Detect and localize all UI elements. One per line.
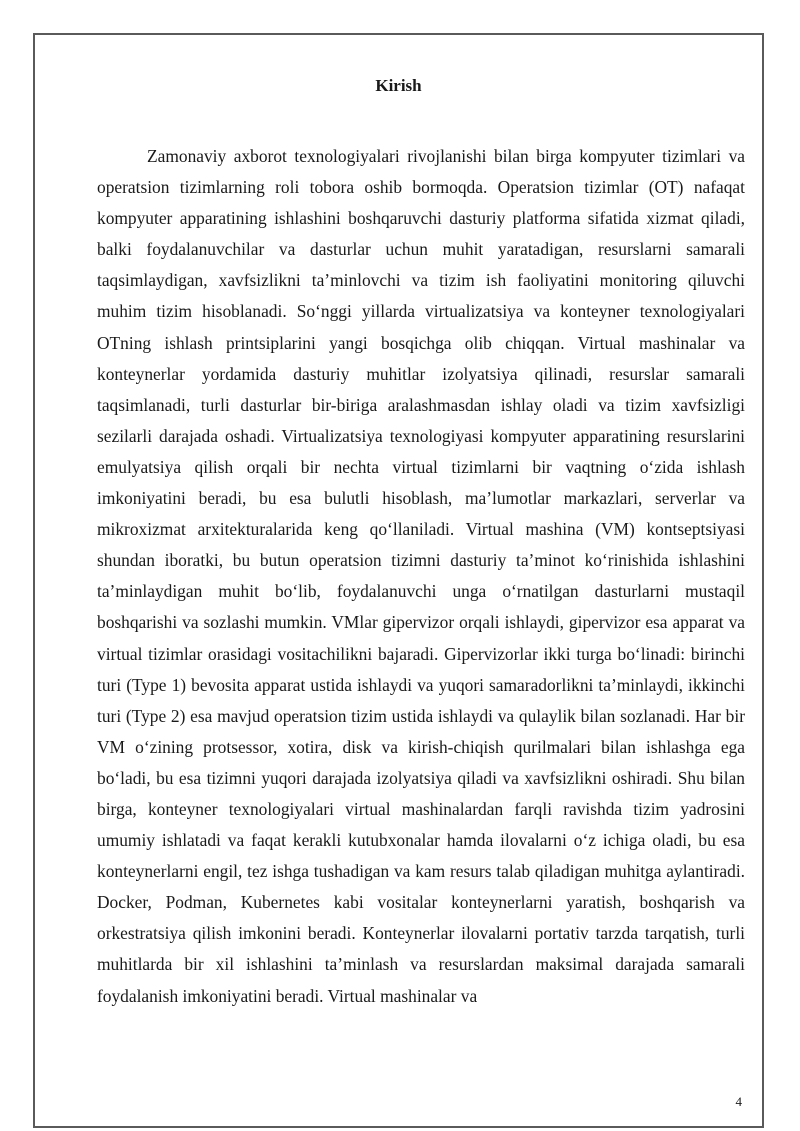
body-text [97, 141, 745, 1012]
body-paragraph: Zamonaviy axborot texnologiyalari rivojlanishi bilan birga kompyuter tizimlari va operatsion tizimlarning roli tobora oshib bormoqda. Operatsion tizimlar (OT) nafaqat kompyuter apparatining ishlashini boshqaruvchi dasturiy platforma sifatida xizmat qiladi, balki foydalanuvchilar va dasturlar uchun muhit yaratadigan, resurslarni samarali taqsimlaydigan, xavfsizlikni ta’minlovchi va tizim ish faoliyatini monitoring qiluvchi muhim tizim hisoblanadi. So‘nggi yillarda virtualizatsiya va konteyner texnologiyalari OTning ishlash printsiplarini yangi bosqichga olib chiqqan. Virtual mashinalar va konteynerlar yordamida dasturiy muhitlar izolyatsiya qilinadi, resurslar samarali taqsimlanadi, turli dasturlar bir-biriga aralashmasdan ishlay oladi va tizim xavfsizligi sezilarli darajada oshadi. Virtualizatsiya texnologiyasi kompyuter apparatining resurslarini emulyatsiya qilish orqali bir nechta virtual tizimlarni bir vaqtning o‘zida ishlash imkoniyatini beradi, bu esa bulutli hisoblash, ma’lumotlar markazlari, serverlar va mikroxizmat arxitekturalarida keng qo‘llaniladi. Virtual mashina (VM) kontseptsiyasi shundan iboratki, bu butun operatsion tizimni dasturiy ta’minot ko‘rinishida ishlashini ta’minlaydigan muhit bo‘lib, foydalanuvchi unga o‘rnatilgan dasturlarni mustaqil boshqarishi va sozlashi mumkin. VMlar gipervizor orqali ishlaydi, gipervizor esa apparat va virtual tizimlar orasidagi vositachilikni bajaradi. Gipervizorlar ikki turga bo‘linadi: birinchi turi (Type 1) bevosita apparat ustida ishlaydi va yuqori samaradorlikni ta’minlaydi, ikkinchi turi (Type 2) esa mavjud operatsion tizim ustida ishlaydi va qulaylik bilan sozlanadi. Har bir VM o‘zining protsessor, xotira, disk va kirish-chiqish qurilmalari bilan ishlashga ega bo‘ladi, bu esa tizimni yuqori darajada izolyatsiya qiladi va xavfsizlikni oshiradi. Shu bilan birga, konteyner texnologiyalari virtual mashinalardan farqli ravishda tizim yadrosini umumiy ishlatadi va faqat kerakli kutubxonalar hamda ilovalarni o‘z ichiga oladi, bu esa konteynerlarni engil, tez ishga tushadigan va kam resurs talab qiladigan muhitga aylantiradi. Docker, Podman, Kubernetes kabi vositalar konteynerlarni yaratish, boshqarish va orkestratsiya qilish imkonini beradi. Konteynerlar ilovalarni portativ tarzda tarqatish, turli muhitlarda bir xil ishlashini ta’minlash va resurslardan maksimal darajada samarali foydalanish imkoniyatini beradi. Virtual mashinalar va [97, 146, 745, 1006]
page-frame [33, 33, 764, 1128]
section-heading: Kirish [375, 76, 422, 95]
page-number: 4 [735, 1094, 742, 1109]
